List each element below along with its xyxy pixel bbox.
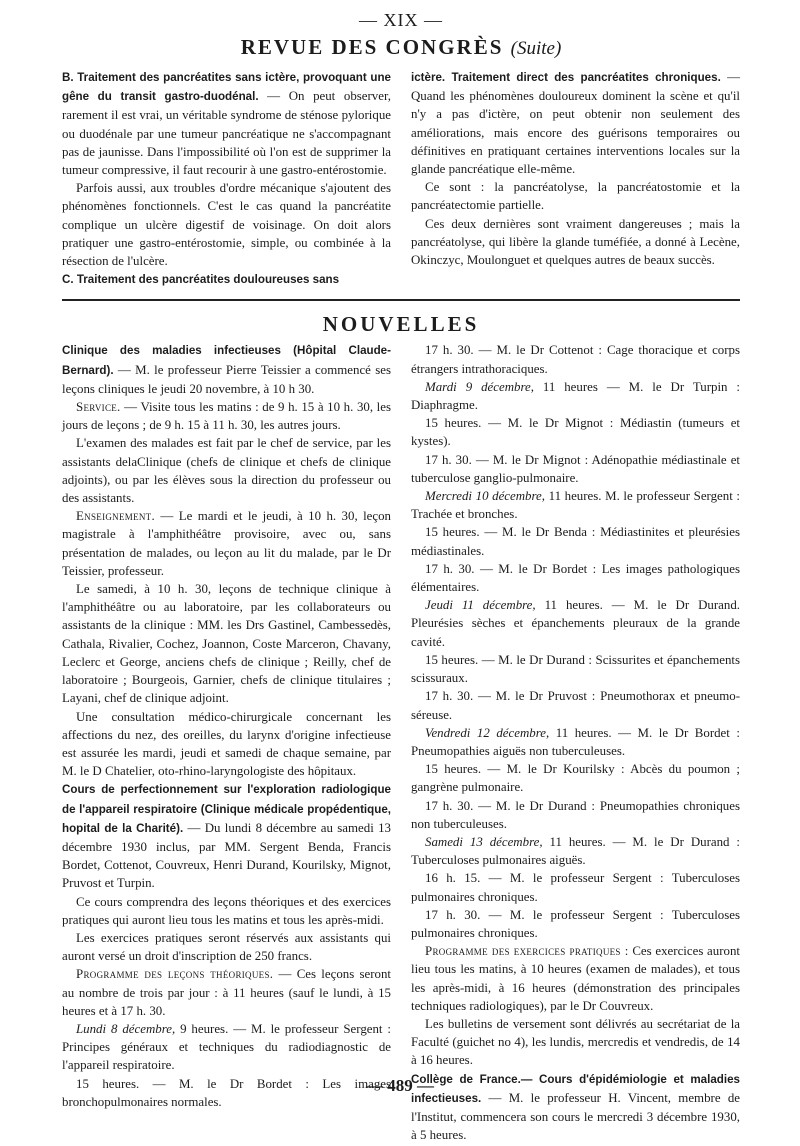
nouvelles-title: NOUVELLES	[322, 312, 480, 337]
paragraph-text: 11 heures. M. le professeur Sergent : Trachée et bronches.	[411, 489, 740, 522]
revue-title-text: REVUE DES CONGRÈS	[240, 35, 504, 59]
paragraph-text: 15 heures. — M. le Dr Durand : Scissurites et épanchements scissuraux.	[411, 652, 740, 686]
paragraph	[62, 434, 391, 507]
paragraph	[411, 341, 740, 377]
paragraph	[411, 651, 740, 687]
paragraph	[411, 797, 740, 833]
paragraph	[411, 906, 740, 942]
paragraph	[411, 833, 740, 869]
date-heading: Lundi 8 décembre,	[76, 1021, 176, 1036]
paragraph-text: Les bulletins de versement sont délivrés au secrétariat de la Faculté (guichet no 4), les lundis, mercredis et vendredis, de 14 à 16 heures.	[411, 1016, 740, 1068]
paragraph	[62, 708, 391, 781]
paragraph-text: 17 h. 30. — M. le Dr Pruvost : Pneumothorax et pneumo-séreuse.	[411, 689, 740, 722]
nouvelles-columns	[62, 341, 740, 1144]
nouvelles-right-column	[411, 341, 740, 1144]
paragraph-heading: Cours de perfectionnement sur l'exploration radiologique de l'appareil respiratoire (Clinique médicale propédentique, hopital de la Charité).	[62, 783, 391, 835]
date-heading: Mardi 9 décembre,	[425, 379, 534, 394]
paragraph-heading: B. Traitement des pancréatites sans ictère, provoquant une gêne du transit gastro-duodénal.	[62, 71, 391, 104]
date-heading: Samedi 13 décembre,	[425, 834, 543, 849]
paragraph-text: Parfois aussi, aux troubles d'ordre mécanique s'ajoutent des phénomènes fonctionnels. C'est le cas quand la pancréatite complique un ulcère digestif de voisinage. On doit alors pratiquer une gastro-entérostomie, simple, ou combinée à la résection de l'ulcère.	[62, 181, 391, 269]
paragraph	[411, 68, 740, 178]
paragraph	[62, 580, 391, 707]
paragraph-text: Ce sont : la pancréatolyse, la pancréatostomie et la pancréatectomie partielle.	[411, 180, 740, 213]
roman-page-number: — XIX —	[359, 10, 443, 30]
paragraph-text: — Le mardi et le jeudi, à 10 h. 30, leçon magistrale à l'amphithéâtre provisoire, avec ou, sans présentation de malades, ou leçon au lit du malade, par le Dr Teissier, professeur.	[62, 509, 391, 578]
paragraph	[62, 68, 391, 179]
paragraph	[62, 270, 391, 289]
paragraph-text: 11 heures — M. le Dr Turpin : Diaphragme.	[411, 379, 740, 413]
paragraph-text: 15 heures. — M. le Dr Benda : Médiastinites et pleurésies médiastinales.	[411, 525, 740, 558]
paragraph-text: 17 h. 30. — M. le Dr Cottenot : Cage thoracique et corps étrangers intrathoraciques.	[411, 343, 740, 376]
revue-left-column	[62, 68, 391, 289]
paragraph-text: Ces deux dernières sont vraiment dangereuses ; mais la pancréatolyse, qui libère la glande tuméfiée, a donné à Lecène, Okinczyc, Moulonguet et quelques autres de beaux succès.	[411, 216, 740, 268]
paragraph	[62, 179, 391, 270]
paragraph-text: 17 h. 30. — M. le Dr Bordet : Les images pathologiques élémentaires.	[411, 561, 740, 595]
paragraph-text: 16 h. 15. — M. le professeur Sergent : Tuberculoses pulmonaires chroniques.	[411, 871, 740, 904]
paragraph-text: Ces exercices auront lieu tous les matins, à 10 heures (examen de malades), et tous les après-midi, à 16 heures (démonstration des principales techniques radiologiques), par le Dr Couvreux.	[411, 944, 740, 1013]
page-number: — 489 —	[366, 1076, 434, 1095]
paragraph-text: 17 h. 30. — M. le Dr Mignot : Adénopathie médiastinale et tuberculose ganglio-pulmonaire.	[411, 452, 740, 485]
paragraph-text: — Quand les phénomènes douloureux dominent la scène et qu'il n'y a pas d'ictère, on peut obtenir non seulement des améliorations, mais encore des guérisons temporaires ou définitives en pratiquant certaines interventions locales sur la glande pancréatique elle-même.	[411, 70, 740, 177]
paragraph-text: 15 heures. — M. le Dr Mignot : Médiastin (tumeurs et kystes).	[411, 416, 740, 449]
paragraph-text: — Visite tous les matins : de 9 h. 15 à 10 h. 30, les jours de leçons ; de 9 h. 15 à 11 h. 30, les autres jours.	[62, 400, 391, 433]
paragraph-heading: Clinique des maladies infectieuses (Hôpital Claude-Bernard).	[62, 344, 391, 377]
paragraph	[411, 869, 740, 905]
nouvelles-left-column	[62, 341, 391, 1144]
paragraph-text: Les exercices pratiques seront réservés aux assistants qui auront versé un droit d'inscription de 250 francs.	[62, 930, 391, 964]
paragraph-text: 11 heures. — M. le Dr Bordet : Pneumopathies aiguës non tuberculeuses.	[411, 725, 740, 758]
paragraph	[62, 929, 391, 965]
paragraph	[411, 724, 740, 760]
paragraph-text: — Ces leçons seront au nombre de trois par jour : à 11 heures (sauf le lundi, à 15 heures et à 17 h. 30.	[62, 967, 391, 1018]
paragraph-text: 17 h. 30. — M. le professeur Sergent : Tuberculoses pulmonaires chroniques.	[411, 907, 740, 940]
paragraph	[62, 893, 391, 929]
paragraph	[411, 1015, 740, 1070]
paragraph	[411, 215, 740, 270]
paragraph	[62, 398, 391, 434]
paragraph-text: 9 heures. — M. le professeur Sergent : Principes généraux et techniques du radiodiagnostic de l'appareil respiratoire.	[62, 1021, 391, 1073]
paragraph-text: Une consultation médico-chirurgicale concernant les affections du nez, des oreilles, du larynx d'origine infectieuse est assurée les mardi, jeudi et samedi de chaque semaine, par M. le D Chatelier, oto-rhino-laryngologiste des hôpitaux.	[62, 709, 391, 779]
small-caps-heading: Service.	[76, 400, 121, 415]
small-caps-heading: Programme des leçons théoriques.	[76, 967, 274, 982]
paragraph	[411, 760, 740, 796]
revue-title-suite: (Suite)	[510, 38, 562, 59]
paragraph-text: 17 h. 30. — M. le Dr Durand : Pneumopathies chroniques non tuberculeuses.	[411, 798, 740, 831]
small-caps-heading: Enseignement.	[76, 509, 155, 524]
paragraph	[62, 507, 391, 580]
paragraph	[411, 378, 740, 414]
date-heading: Vendredi 12 décembre,	[425, 725, 550, 740]
paragraph	[62, 780, 391, 892]
paragraph-text: — M. le professeur Pierre Teissier a commencé ses leçons cliniques le jeudi 20 novembre, à 10 h 30.	[62, 362, 391, 396]
paragraph	[62, 341, 391, 398]
paragraph	[411, 487, 740, 523]
paragraph	[411, 523, 740, 559]
paragraph-text: — On peut observer, rarement il est vrai, un véritable syndrome de sténose pylorique ou duodénale par une tumeur pancréatique ne s'accompagnant pas de jaunisse. Dans l'impossibilité où l'on est de supprimer la tumeur compressive, il faut recourir à une gastro-entérostomie.	[62, 89, 391, 178]
paragraph	[411, 178, 740, 214]
revue-columns	[62, 68, 740, 289]
paragraph-text: L'examen des malades est fait par le chef de service, par les assistants delaClinique (chefs de clinique et chefs de clinique adjoints), ou par les élèves sous la direction du professeur ou des assistants.	[62, 436, 391, 506]
paragraph	[411, 451, 740, 487]
paragraph-text: Ce cours comprendra des leçons théoriques et des exercices pratiques qui auront lieu tous les matins et tous les après-midi.	[62, 894, 391, 927]
paragraph-text: 15 heures. — M. le Dr Kourilsky : Abcès du poumon ; gangrène pulmonaire.	[411, 762, 740, 795]
date-heading: Jeudi 11 décembre,	[425, 598, 536, 613]
paragraph-heading: C. Traitement des pancréatites douloureuses sans	[62, 273, 340, 287]
paragraph	[62, 965, 391, 1020]
date-heading: Mercredi 10 décembre,	[425, 489, 545, 504]
paragraph	[411, 414, 740, 450]
paragraph-text: 15 heures. — M. le Dr Bordet : Les images bronchopulmonaires normales.	[62, 1076, 391, 1109]
paragraph	[62, 1020, 391, 1075]
paragraph-text: Le samedi, à 10 h. 30, leçons de technique clinique à l'amphithéâtre ou au laboratoire, par les collaborateurs ou assistants de la clinique : MM. les Drs Gastinel, Cambessedès, Cathala, Rivalier, Cochez, Joannon, Coste Marceron, Chavany, Leclerc et George, anciens chefs de clinique ; Reilly, chef de laboratoire ; Bourgeois, Garnier, chefs de clinique titulaires ; Layani, chef de clinique adjoint.	[62, 582, 391, 706]
paragraph	[411, 942, 740, 1015]
paragraph-text: — M. le professeur H. Vincent, membre de l'Institut, commencera son cours le mercredi 3 décembre 1930, à 5 heures.	[411, 1090, 740, 1143]
paragraph	[411, 596, 740, 651]
revue-title	[62, 34, 740, 62]
paragraph-text: — Du lundi 8 décembre au samedi 13 décembre 1930 inclus, par MM. Sergent Benda, Francis Bordet, Cottenot, Couvreux, Henri Durand, Kourilsky, Mignot, Pruvost et Turpin.	[62, 820, 391, 891]
revue-right-column	[411, 68, 740, 289]
section-divider	[62, 299, 740, 301]
paragraph-text: 11 heures. — M. le Dr Durand. Pleurésies sèches et épanchements pleuraux de la grande cavité.	[411, 598, 740, 649]
paragraph	[411, 560, 740, 596]
small-caps-heading: Programme des exercices pratiques :	[425, 944, 629, 959]
paragraph-heading: Collège de France.— Cours d'épidémiologie et maladies infectieuses.	[411, 1072, 740, 1105]
paragraph-heading: ictère. Traitement direct des pancréatites chroniques.	[411, 71, 721, 84]
paragraph-text: 11 heures. — M. le Dr Durand : Tuberculoses pulmonaires aiguës.	[411, 834, 740, 868]
paragraph	[411, 687, 740, 723]
